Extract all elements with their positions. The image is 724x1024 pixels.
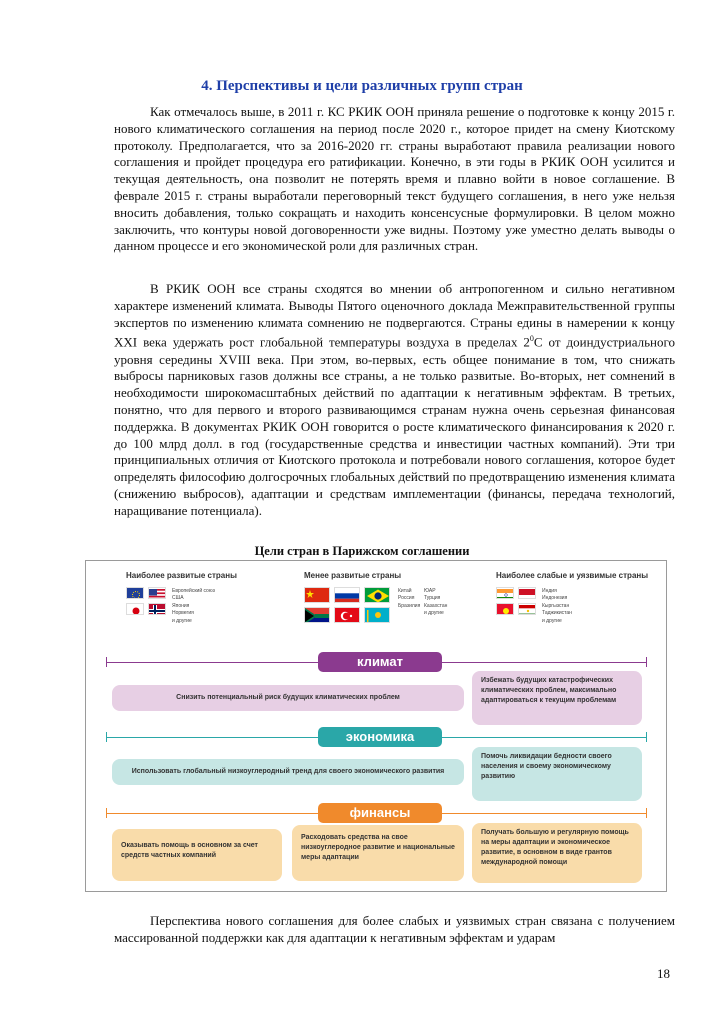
divider-tick [646,732,647,742]
country-name: Европейский союз [172,588,215,594]
group-developed [126,571,237,624]
group-less-developed-countries-2 [424,588,447,618]
paragraph-2-part-1: В РКИК ООН все страны сходятся во мнении об антропогенном и сильно негативном характере изменений климата. Выводы Пятого оценочного доклада Межправительственной группы экспертов по изменению климата сомнению не подвергаются. Страны едины в намерении к концу XXI века удержать рост глобальной температуры воздуха в пределах 2 [114,281,675,350]
country-name: США [172,595,184,602]
country-name: Индонезия [542,595,568,602]
climate-vulnerable-goal: Избежать будущих катастрофических климатических проблем, максимально адаптироваться к текущим проблемам [472,671,642,725]
japan-flag-icon [126,603,144,615]
finance-less-developed-goal: Расходовать средства на свое низкоуглеродное развитие и национальные меры адаптации [292,825,464,881]
group-vulnerable-title: Наиболее слабые и уязвимые страны [496,571,649,580]
indonesia-flag-icon [518,587,536,599]
group-less-developed-countries-1 [398,588,420,610]
country-name: Бразилия [398,602,421,609]
section-heading: 4. Перспективы и цели различных групп стран [201,78,523,94]
country-name: Россия [398,595,415,602]
tajikistan-flag-icon [518,603,536,615]
turkey-flag-icon [334,607,360,623]
group-less-developed-title: Менее развитые страны [304,571,402,580]
finance-developed-goal: Оказывать помощь в основном за счет средств частных компаний [112,829,282,881]
brazil-flag-icon [364,587,390,603]
paragraph-2-part-2: от доиндустриального уровня середины XVIII века. При этом, во-первых, есть общее понимание в том, что снижать выбросы парниковых газов должны все страны, а не только развитые. Во-вторых, нет сомнений в необходимости широкомасштабных действий по адаптации к негативным эффектам. В третьих, понятно, что для первого и второго развивающимся странам нужна очень серьезная финансовая поддержка. В документах РКИК ООН говорится о росте климатического финансирования к 2020 г. до 100 млрд долл. в год (государственные средства и инвестиции частных компаний). Эти три принципиальных отличия от Киотского протокола и потребовали нового соглашения, которое будет определять философию долгосрочных глобальных действий по предотвращению изменения климата (снижению выбросов), адаптации и средствам имплементации (финансы, передача технологий, наращивание потенциала). [114,334,675,518]
figure-caption: Цели стран в Парижском соглашении [254,544,470,558]
country-name: Япония [172,602,190,609]
group-developed-title: Наиболее развитые страны [126,571,237,580]
usa-flag-icon [148,587,166,599]
india-flag-icon [496,587,514,599]
norway-flag-icon [148,603,166,615]
country-name: Кыргызстан [542,602,570,609]
paris-agreement-infographic [85,560,667,892]
country-name: ЮАР [424,588,436,594]
kyrgyzstan-flag-icon [496,603,514,615]
china-flag-icon [304,587,330,603]
page-number: 18 [657,966,670,981]
country-name: Турция [424,595,441,602]
degree-superscript: 0 [529,334,534,344]
climate-label: климат [318,652,442,672]
divider-tick [106,732,107,742]
group-vulnerable [496,571,649,624]
finance-vulnerable-goal: Получать большую и регулярную помощь на меры адаптации и экономическое развитие, в основном в виде грантов международной помощи [472,823,642,883]
economy-vulnerable-goal: Помочь ликвидации бедности своего населения и своему экономическому развитию [472,747,642,801]
country-name: и другие [542,617,562,624]
country-name: Норвегия [172,610,194,617]
economy-developed-goal: Использовать глобальный низкоуглеродный тренд для своего экономического развития [112,759,464,785]
paragraph-1: Как отмечалось выше, в 2011 г. КС РКИК ООН приняла решение о подготовке к концу 2015 г. нового климатического соглашения на период после 2020 г., которое придет на смену Киотскому протоколу. Предполагается, что за 2016-2020 гг. страны выработают правила реализации нового соглашения и пройдет процедура его ратификации. Конечно, в эти годы в РКИК ООН усилится и текущая деятельность, она позволит не потерять время и плавно войти в новое соглашение. В феврале 2015 г. страны выработали переговорный текст будущего соглашения, в него уже нельзя вносить добавления, только сокращать и находить консенсусные формулировки. В целом можно заключить, что контуры новой договоренности уже видны. Поэтому уже уместно делать выводы о данном процессе и его экономической роли для различных стран. [114,104,675,254]
country-name: Таджикистан [542,610,572,617]
group-less-developed [304,571,448,617]
finance-label: финансы [318,803,442,823]
divider-tick [646,657,647,667]
divider-tick [106,657,107,667]
group-developed-countries [172,588,215,625]
divider-tick [106,808,107,818]
economy-label: экономика [318,727,442,747]
country-name: Казахстан [424,602,448,609]
country-name: и другие [172,617,192,624]
kazakhstan-flag-icon [364,607,390,623]
russia-flag-icon [334,587,360,603]
south-africa-flag-icon [304,607,330,623]
divider-tick [646,808,647,818]
paragraph-3: Перспектива нового соглашения для более слабых и уязвимых стран связана с получением массированной поддержки как для адаптации к негативным эффектам и ударам [114,913,675,945]
climate-developed-goal: Снизить потенциальный риск будущих климатических проблем [112,685,464,711]
paragraph-2 [114,281,675,519]
country-name: Индия [542,588,557,594]
country-name: Китай [398,588,412,594]
eu-flag-icon [126,587,144,599]
degree-unit: С [533,334,543,350]
country-name: и другие [424,610,444,617]
group-vulnerable-countries [542,588,572,625]
